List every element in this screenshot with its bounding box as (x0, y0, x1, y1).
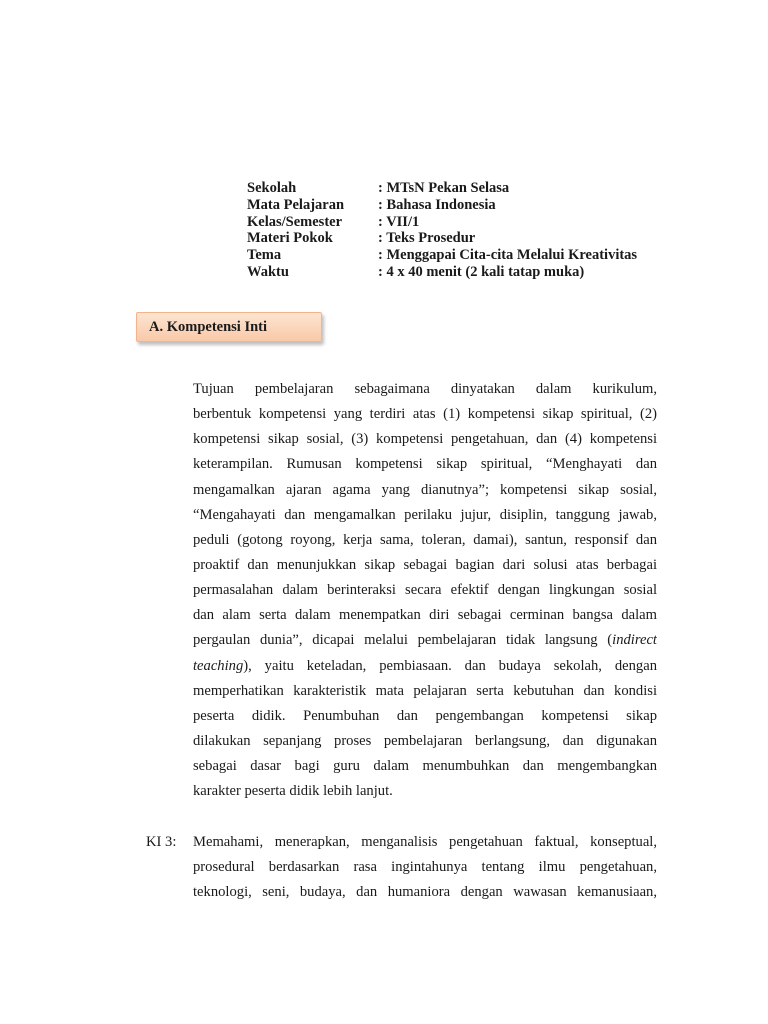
paragraph-line: Memahami, menerapkan, menganalisis pengetahuan faktual, konseptual, (193, 834, 657, 850)
paragraph-line: mengamalkan ajaran agama yang dianutnya”; kompetensi sikap sosial, (193, 481, 657, 498)
header-info-table (247, 180, 637, 281)
paragraph-line: teknologi, seni, budaya, dan humaniora dengan wawasan kemanusiaan, (193, 884, 657, 901)
paragraph-line: proaktif dan menunjukkan sikap sebagai bagian dari solusi atas berbagai (193, 556, 657, 573)
paragraph-line: peduli (gotong royong, kerja sama, toleran, damai), santun, responsif dan (193, 531, 657, 548)
text-run: pergaulan dunia”, dicapai melalui pembelajaran tidak langsung ( (193, 632, 613, 649)
paragraph-line: permasalahan dalam berinteraksi secara efektif dengan lingkungan sosial (193, 582, 657, 599)
info-row-sekolah (247, 180, 637, 197)
info-row-waktu (247, 264, 637, 281)
paragraph-line: kompetensi sikap sosial, (3) kompetensi pengetahuan, dan (4) kompetensi (193, 431, 657, 448)
paragraph-line: karakter peserta didik lebih lanjut. (193, 783, 393, 800)
info-label: Sekolah (247, 180, 297, 196)
paragraph-line: prosedural berdasarkan rasa ingintahunya tentang ilmu pengetahuan, (193, 859, 657, 876)
paragraph-line: memperhatikan karakteristik mata pelajaran serta kebutuhan dan kondisi (193, 682, 657, 699)
paragraph-tujuan-pembelajaran (193, 377, 657, 804)
text-run: ), yaitu keteladan, pembiasaan. dan budaya sekolah, dengan (243, 657, 657, 674)
section-heading-kompetensi-inti: A. Kompetensi Inti (136, 312, 322, 342)
info-value: : MTsN Pekan Selasa (378, 180, 510, 196)
paragraph-ki3 (193, 830, 657, 905)
paragraph-line: peserta didik. Penumbuhan dan pengembangan kompetensi sikap (193, 707, 657, 724)
info-row-tema (247, 247, 637, 264)
paragraph-line: dilakukan sepanjang proses pembelajaran berlangsung, dan digunakan (193, 732, 657, 749)
info-row-mata-pelajaran (247, 197, 637, 214)
paragraph-line-with-italic (193, 628, 657, 653)
paragraph-line-with-italic (193, 654, 657, 679)
paragraph-line: berbentuk kompetensi yang terdiri atas (1) kompetensi sikap spiritual, (2) (193, 406, 657, 423)
paragraph-line: Tujuan pembelajaran sebagaimana dinyatakan dalam kurikulum, (193, 381, 657, 397)
info-label: Materi Pokok (247, 230, 333, 247)
paragraph-line: dan alam serta dalam menempatkan diri sebagai cerminan bangsa dalam (193, 607, 657, 624)
italic-term: teaching (193, 657, 244, 674)
italic-term: indirect (612, 632, 657, 649)
paragraph-line: “Mengahayati dan mengamalkan perilaku jujur, disiplin, tanggung jawab, (193, 506, 657, 523)
info-value: : Bahasa Indonesia (378, 196, 496, 213)
info-value: : VII/1 (378, 213, 420, 230)
info-label: Kelas/Semester (247, 213, 343, 230)
info-label: Waktu (247, 263, 289, 280)
ki3-label: KI 3: (146, 834, 177, 850)
info-value: : Menggapai Cita-cita Melalui Kreativitas (378, 247, 638, 264)
info-label: Mata Pelajaran (247, 196, 345, 213)
paragraph-line: keterampilan. Rumusan kompetensi sikap spiritual, “Menghayati dan (193, 456, 657, 473)
info-value: : 4 x 40 menit (2 kali tatap muka) (378, 263, 585, 280)
info-value: : Teks Prosedur (378, 230, 476, 247)
info-row-materi-pokok (247, 230, 637, 247)
paragraph-line: sebagai dasar bagi guru dalam menumbuhkan dan mengembangkan (193, 758, 657, 775)
info-label: Tema (247, 247, 282, 264)
info-row-kelas-semester (247, 214, 637, 231)
